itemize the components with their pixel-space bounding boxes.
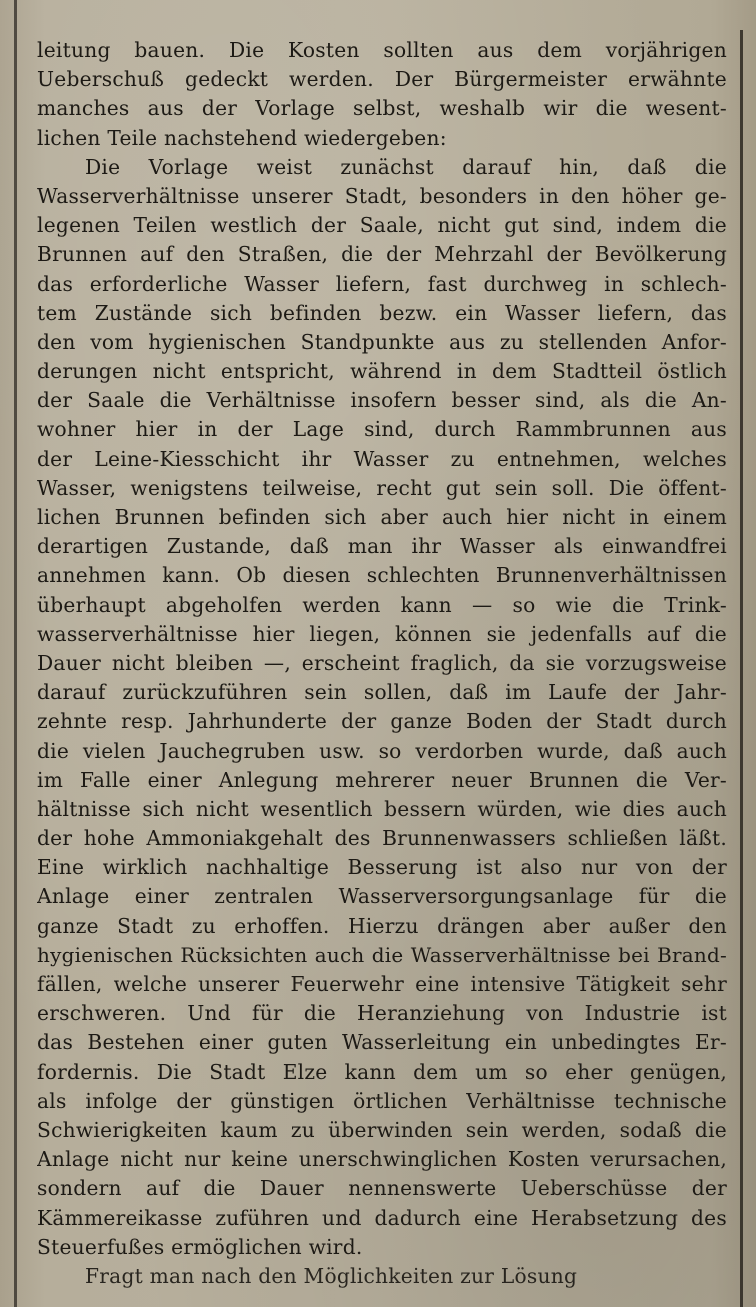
article-line: hygienischen Rücksichten auch die Wasserverhältnisse bei Brand- [37,942,727,967]
article-line: die vielen Jauchegruben usw. so verdorben wurde, daß auch [37,738,727,763]
article-line: annehmen kann. Ob diesen schlechten Brunnenverhältnissen [37,563,727,588]
article-line: Eine wirklich nachhaltige Besserung ist also nur von der [37,855,727,880]
article-line: Schwierigkeiten kaum zu überwinden sein werden, sodaß die [37,1117,727,1142]
article-line: Wasserverhältnisse unserer Stadt, besonders in den höher ge- [37,183,727,208]
article-line: legenen Teilen westlich der Saale, nicht gut sind, indem die [37,213,727,238]
article-line: Ueberschuß gedeckt werden. Der Bürgermeister erwähnte [37,67,727,92]
article-line-cut-off: Fragt man nach den Möglichkeiten zur Lösung [85,1263,578,1288]
article-line: fällen, welche unserer Feuerwehr eine intensive Tätigkeit sehr [37,972,727,996]
article-line: überhaupt abgeholfen werden kann — so wie die Trink- [37,592,727,617]
right-column-rule [740,30,743,1307]
article-line: lichen Brunnen befinden sich aber auch hier nicht in einem [37,505,727,529]
article-line: wasserverhältnisse hier liegen, können sie jedenfalls auf die [37,621,727,646]
article-line: das Bestehen einer guten Wasserleitung ein unbedingtes Er- [37,1030,727,1055]
article-line: im Falle einer Anlegung mehrerer neuer Brunnen die Ver- [37,767,727,792]
article-line: fordernis. Die Stadt Elze kann dem um so eher genügen, [37,1059,727,1084]
article-line: Steuerfußes ermöglichen wird. [37,1234,363,1259]
article-line: manches aus der Vorlage selbst, weshalb wir die wesent- [37,96,727,121]
article-line: hältnisse sich nicht wesentlich bessern würden, wie dies auch [37,796,727,821]
article-line: lichen Teile nachstehend wiedergeben: [37,125,447,150]
article-line: Die Vorlage weist zunächst darauf hin, daß die [85,154,727,179]
article-line: derartigen Zustande, daß man ihr Wasser als einwandfrei [37,534,727,559]
article-column [37,36,727,1307]
article-line: Brunnen auf den Straßen, die der Mehrzahl der Bevölkerung [37,242,727,267]
article-line: ganze Stadt zu erhoffen. Hierzu drängen aber außer den [37,913,727,938]
left-column-rule [14,0,17,1307]
article-line: darauf zurückzuführen sein sollen, daß im Laufe der Jahr- [37,680,727,705]
article-line: derungen nicht entspricht, während in dem Stadtteil östlich [37,359,727,384]
article-line: Anlage einer zentralen Wasserversorgungsanlage für die [37,884,727,909]
article-line: wohner hier in der Lage sind, durch Rammbrunnen aus [37,417,727,442]
article-line: Kämmereikasse zuführen und dadurch eine Herabsetzung des [37,1205,727,1230]
article-line: Wasser, wenigstens teilweise, recht gut sein soll. Die öffent- [37,475,727,500]
article-line: leitung bauen. Die Kosten sollten aus dem vorjährigen [37,38,727,62]
article-line: das erforderliche Wasser liefern, fast durchweg in schlech- [37,271,727,296]
article-line: der hohe Ammoniakgehalt des Brunnenwassers schließen läßt. [37,826,727,851]
article-line: Dauer nicht bleiben —, erscheint fraglich, da sie vorzugsweise [37,650,727,675]
article-line: den vom hygienischen Standpunkte aus zu stellenden Anfor- [37,329,727,354]
article-line: tem Zustände sich befinden bezw. ein Wasser liefern, das [37,300,727,325]
article-line: sondern auf die Dauer nennenswerte Ueberschüsse der [37,1176,727,1201]
article-line: zehnte resp. Jahrhunderte der ganze Boden der Stadt durch [37,709,727,734]
article-line: der Leine-Kiesschicht ihr Wasser zu entnehmen, welches [37,446,727,471]
article-line: der Saale die Verhältnisse insofern besser sind, als die An- [37,388,727,413]
article-line: erschweren. Und für die Heranziehung von Industrie ist [37,1001,727,1026]
article-line: als infolge der günstigen örtlichen Verhältnisse technische [37,1088,727,1113]
article-line: Anlage nicht nur keine unerschwinglichen Kosten verursachen, [37,1147,727,1172]
